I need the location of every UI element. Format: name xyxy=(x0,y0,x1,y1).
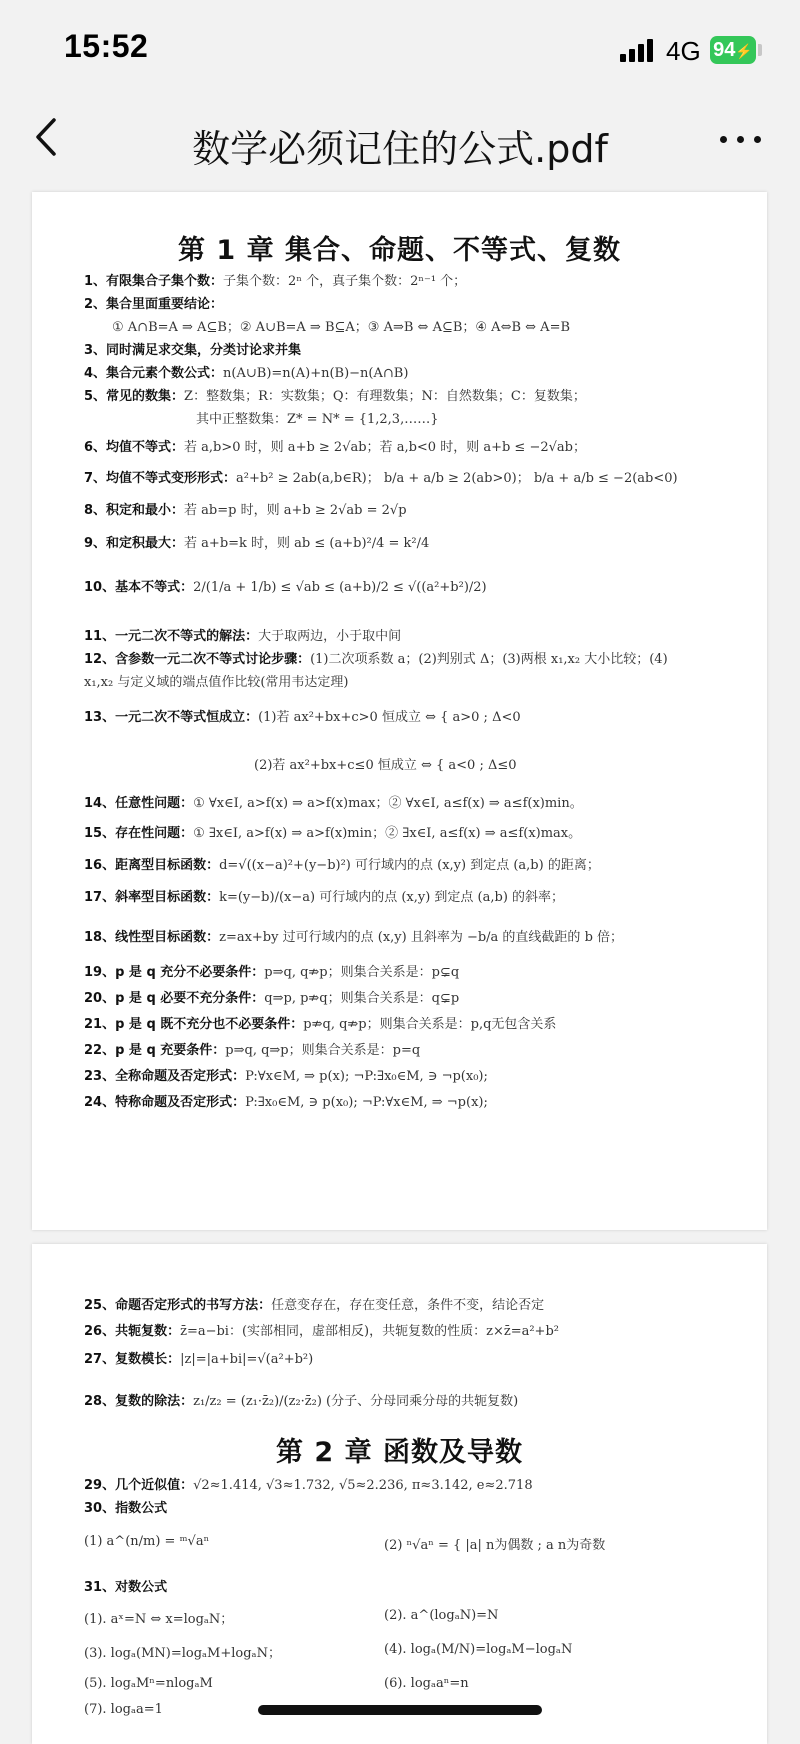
formula-line: 15、存在性问题：① ∃x∈I, a>f(x) ⇒ a>f(x)min；② ∃x∈I, a≤f(x) ⇒ a≤f(x)max。 xyxy=(84,826,582,841)
more-dot-icon xyxy=(737,136,744,143)
formula-line: 7、均值不等式变形形式：a²+b² ≥ 2ab(a,b∈R)； b/a + a/b ≥ 2(ab>0)； b/a + a/b ≤ −2(ab<0) xyxy=(84,471,678,486)
formula-line: 8、积定和最小：若 ab=p 时，则 a+b ≥ 2√ab = 2√p xyxy=(84,503,407,518)
formula-line: (4). logₐ(M/N)=logₐM−logₐN xyxy=(384,1642,573,1657)
formula-line: 其中正整数集：Z* = N* = {1,2,3,……} xyxy=(196,412,439,427)
battery-icon: 94⚡ xyxy=(710,36,756,64)
formula-line: 11、一元二次不等式的解法：大于取两边，小于取中间 xyxy=(84,629,402,644)
status-bar xyxy=(0,0,800,100)
more-dot-icon xyxy=(720,136,727,143)
formula-line: (1). aˣ=N ⇔ x=logₐN； xyxy=(84,1612,234,1627)
formula-line: 20、p 是 q 必要不充分条件：q⇒p, p⇏q；则集合关系是：q⊊p xyxy=(84,991,460,1006)
formula-line: 6、均值不等式：若 a,b>0 时，则 a+b ≥ 2√ab；若 a,b<0 时，则 a+b ≤ −2√ab； xyxy=(84,440,586,455)
formula-line: 19、p 是 q 充分不必要条件：p⇒q, q⇏p；则集合关系是：p⊊q xyxy=(84,965,460,980)
chapter-2-title: 第 2 章 函数及导数 xyxy=(276,1437,523,1468)
more-options-button[interactable] xyxy=(716,126,766,152)
more-dot-icon xyxy=(754,136,761,143)
formula-line: 4、集合元素个数公式：n(A∪B)=n(A)+n(B)−n(A∩B) xyxy=(84,366,409,381)
cellular-signal-icon xyxy=(620,38,656,62)
formula-line: 2、集合里面重要结论： xyxy=(84,297,224,312)
pdf-page-1[interactable] xyxy=(32,192,767,1230)
formula-line: 18、线性型目标函数：z=ax+by 过可行域内的点 (x,y) 且斜率为 −b/a 的直线截距的 b 倍； xyxy=(84,930,624,945)
formula-line: 31、对数公式 xyxy=(84,1580,168,1595)
home-indicator[interactable] xyxy=(258,1705,542,1715)
formula-line: 24、特称命题及否定形式：P:∃x₀∈M, ∋ p(x₀); ¬P:∀x∈M, ⇒ ¬p(x); xyxy=(84,1095,488,1110)
formula-line: 30、指数公式 xyxy=(84,1501,168,1516)
formula-line: 16、距离型目标函数：d=√((x−a)²+(y−b)²) 可行域内的点 (x,y) 到定点 (a,b) 的距离； xyxy=(84,858,600,873)
back-button[interactable] xyxy=(28,112,68,162)
formula-line: (2). a^(logₐN)=N xyxy=(384,1608,499,1623)
formula-line: 3、同时满足求交集，分类讨论求并集 xyxy=(84,343,302,358)
formula-line: 23、全称命题及否定形式：P:∀x∈M, ⇒ p(x); ¬P:∃x₀∈M, ∋ ¬p(x₀); xyxy=(84,1069,488,1084)
formula-line: 10、基本不等式：2/(1/a + 1/b) ≤ √ab ≤ (a+b)/2 ≤ √((a²+b²)/2) xyxy=(84,580,487,595)
formula-line: 27、复数模长：|z|=|a+bi|=√(a²+b²) xyxy=(84,1352,314,1367)
pdf-page-2[interactable] xyxy=(32,1244,767,1744)
formula-line: (6). logₐaⁿ=n xyxy=(384,1676,469,1691)
formula-line: ① A∩B=A ⇒ A⊆B；② A∪B=A ⇒ B⊆A；③ A⇒B ⇔ A⊆B；④ A⇔B ⇔ A=B xyxy=(112,320,571,335)
formula-line: (2) ⁿ√aⁿ = { |a| n为偶数 ; a n为奇数 xyxy=(384,1538,606,1553)
network-type: 4G xyxy=(666,36,701,66)
formula-line: 26、共轭复数：z̄=a−bi：(实部相同，虚部相反)，共轭复数的性质：z×z̄=a²+b² xyxy=(84,1324,559,1339)
formula-line: 22、p 是 q 充要条件：p⇒q, q⇒p；则集合关系是：p=q xyxy=(84,1043,421,1058)
formula-line: 29、几个近似值：√2≈1.414, √3≈1.732, √5≈2.236, π≈3.142, e≈2.718 xyxy=(84,1478,533,1493)
formula-line: 1、有限集合子集个数：子集个数：2ⁿ 个，真子集个数：2ⁿ⁻¹ 个； xyxy=(84,274,467,289)
chevron-left-icon xyxy=(28,112,68,162)
formula-line: 5、常见的数集：Z：整数集；R：实数集；Q：有理数集；N：自然数集；C：复数集； xyxy=(84,389,586,404)
formula-line: (3). logₐ(MN)=logₐM+logₐN； xyxy=(84,1646,281,1661)
document-title: 数学必须记住的公式.pdf xyxy=(192,127,608,171)
formula-line: 12、含参数一元二次不等式讨论步骤：(1)二次项系数 a；(2)判别式 Δ；(3)两根 x₁,x₂ 大小比较；(4) xyxy=(84,652,668,667)
formula-line: 17、斜率型目标函数：k=(y−b)/(x−a) 可行域内的点 (x,y) 到定点 (a,b) 的斜率； xyxy=(84,890,565,905)
formula-line: (7). logₐa=1 xyxy=(84,1702,163,1717)
status-time: 15:52 xyxy=(64,28,149,64)
formula-line: x₁,x₂ 与定义域的端点值作比较(常用韦达定理) xyxy=(84,675,349,690)
formula-line: 13、一元二次不等式恒成立：(1)若 ax²+bx+c>0 恒成立 ⇔ { a>0 ; Δ<0 xyxy=(84,710,521,725)
formula-line: 14、任意性问题：① ∀x∈I, a>f(x) ⇒ a>f(x)max；② ∀x∈I, a≤f(x) ⇒ a≤f(x)min。 xyxy=(84,796,583,811)
battery-cap-icon xyxy=(758,44,762,56)
formula-line: (2)若 ax²+bx+c≤0 恒成立 ⇔ { a<0 ; Δ≤0 xyxy=(254,758,517,773)
formula-line: (1) a^(n/m) = ᵐ√aⁿ xyxy=(84,1534,210,1549)
formula-line: (5). logₐMⁿ=nlogₐM xyxy=(84,1676,213,1691)
formula-line: 9、和定积最大：若 a+b=k 时，则 ab ≤ (a+b)²/4 = k²/4 xyxy=(84,536,430,551)
formula-line: 28、复数的除法：z₁/z₂ = (z₁·z̄₂)/(z₂·z̄₂) (分子、分母同乘分母的共轭复数) xyxy=(84,1394,519,1409)
formula-line: 21、p 是 q 既不充分也不必要条件：p⇏q, q⇏p；则集合关系是：p,q无包含关系 xyxy=(84,1017,557,1032)
formula-line: 25、命题否定形式的书写方法：任意变存在，存在变任意，条件不变，结论否定 xyxy=(84,1298,545,1313)
battery-level: 94 xyxy=(713,39,736,61)
chapter-1-title: 第 1 章 集合、命题、不等式、复数 xyxy=(178,235,621,266)
